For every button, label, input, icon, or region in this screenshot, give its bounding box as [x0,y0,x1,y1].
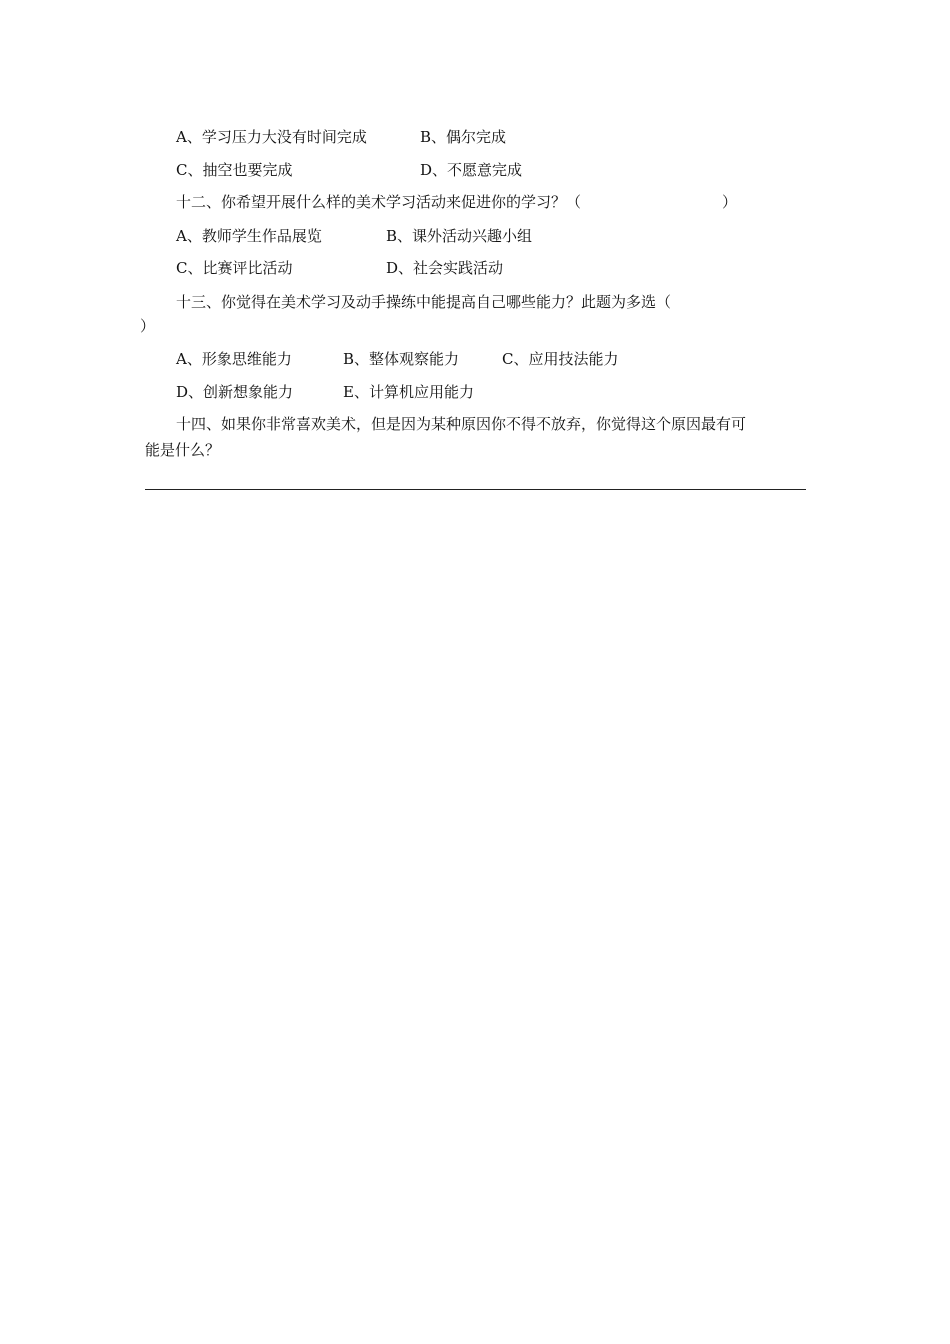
q13-question: 十三、你觉得在美术学习及动手操练中能提高自己哪些能力？此题为多选（ [176,293,672,311]
q13-option-c: C、应用技法能力 [502,350,619,368]
answer-line [145,489,806,490]
q12-question: 十二、你希望开展什么样的美术学习活动来促进你的学习？（ [176,193,582,211]
q13-option-a: A、形象思维能力 [176,350,292,368]
q11-option-a: A、学习压力大没有时间完成 [176,128,367,146]
q13-option-e: E、计算机应用能力 [343,383,474,401]
q12-option-b: B、课外活动兴趣小组 [386,227,533,245]
q14-question-line2: 能是什么？ [145,441,221,459]
q11-option-c: C、抽空也要完成 [176,161,293,179]
q13-close-paren: ） [140,317,156,335]
q13-option-d: D、创新想象能力 [176,383,294,401]
q12-option-c: C、比赛评比活动 [176,259,293,277]
q11-option-b: B、偶尔完成 [420,128,507,146]
q12-option-d: D、社会实践活动 [386,259,504,277]
q13-option-b: B、整体观察能力 [343,350,460,368]
q12-close-paren: ） [722,193,738,211]
q11-option-d: D、不愿意完成 [420,161,523,179]
q12-option-a: A、教师学生作品展览 [176,227,322,245]
q14-question-line1: 十四、如果你非常喜欢美术，但是因为某种原因你不得不放弃，你觉得这个原因最有可 [176,415,747,433]
